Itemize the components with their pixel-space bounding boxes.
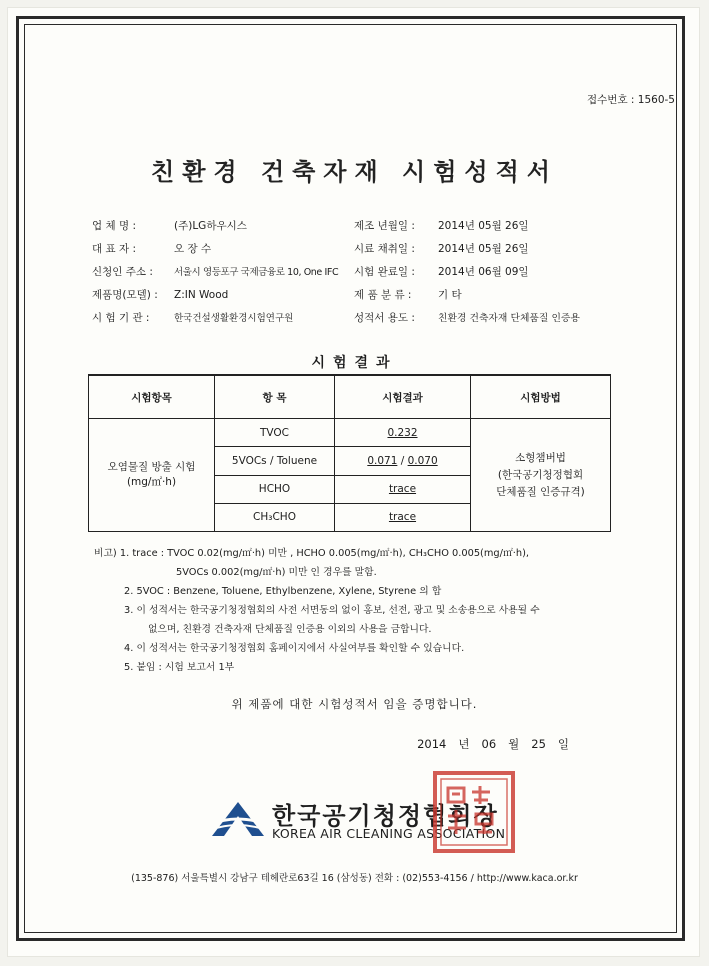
result-value: trace xyxy=(388,511,417,524)
date-month-unit: 월 xyxy=(508,737,520,751)
info-value: 오 장 수 xyxy=(174,243,212,255)
result-separator: / xyxy=(400,454,405,467)
note-line: 없으며, 친환경 건축자재 단체품질 인증용 이외의 사용을 금합니다. xyxy=(148,624,432,635)
note-line: 비고) 1. trace : TVOC 0.02(mg/㎡·h) 미만 , HCHO 0.005(mg/㎡·h), CH₃CHO 0.005(mg/㎡·h), xyxy=(94,548,530,559)
header-item: 항 목 xyxy=(215,375,335,419)
info-row xyxy=(92,287,228,302)
test-category-cell xyxy=(89,419,215,532)
official-seal-icon xyxy=(432,770,516,854)
receipt-number: 접수번호 : 1560-5 xyxy=(587,94,675,106)
method-line: (한국공기청정협회 xyxy=(497,468,584,481)
issue-date xyxy=(405,736,569,752)
result-cell xyxy=(335,447,471,475)
page-title: 친환경 건축자재 시험성적서 xyxy=(151,158,558,186)
note-line: 5VOCs 0.002(mg/㎡·h) 미만 인 경우를 말함. xyxy=(176,567,377,578)
info-row xyxy=(354,264,529,279)
result-value: 0.070 xyxy=(407,454,438,467)
header-method: 시험방법 xyxy=(471,375,611,419)
note-line: 3. 이 성적서는 한국공기청정협회의 사전 서면동의 없이 홍보, 선전, 광고 및 소송용으로 사용될 수 xyxy=(124,605,540,616)
note-line: 5. 붙임 : 시험 보고서 1부 xyxy=(124,662,235,673)
info-row xyxy=(92,241,211,256)
method-line: 소형챔버법 xyxy=(515,451,566,464)
info-value: 한국건설생활환경시험연구원 xyxy=(174,313,294,324)
info-label: 업 체 명 : xyxy=(92,220,136,232)
info-label: 대 표 자 : xyxy=(92,243,136,255)
date-day-unit: 일 xyxy=(557,737,569,751)
item-cell: CH₃CHO xyxy=(215,503,335,531)
org-name-english: KOREA AIR CLEANING ASSOCIATION xyxy=(272,826,506,841)
method-line: 단체품질 인증규격) xyxy=(496,485,585,498)
note-line: 2. 5VOC : Benzene, Toluene, Ethylbenzene, Xylene, Styrene 의 합 xyxy=(124,586,442,597)
info-row xyxy=(92,218,247,233)
info-label: 성적서 용도 : xyxy=(354,312,415,324)
result-cell xyxy=(335,419,471,447)
info-value: 친환경 건축자재 단체품질 인증용 xyxy=(438,313,580,324)
result-cell xyxy=(335,475,471,503)
date-year: 2014 xyxy=(417,737,447,751)
item-cell: TVOC xyxy=(215,419,335,447)
info-value: 2014년 05월 26일 xyxy=(438,220,529,232)
method-cell xyxy=(471,419,611,532)
item-cell: 5VOCs / Toluene xyxy=(215,447,335,475)
info-label: 제품명(모델) : xyxy=(92,289,158,301)
info-value: 기 타 xyxy=(438,289,462,301)
results-table xyxy=(88,374,611,532)
info-row xyxy=(354,287,462,302)
org-name-korean: 한국공기청정협회장 xyxy=(272,802,499,830)
footer-contact: (135-876) 서울특별시 강남구 테헤란로63길 16 (삼성동) 전화 : (02)553-4156 / http://www.kaca.or.kr xyxy=(131,873,578,884)
info-value: 2014년 05월 26일 xyxy=(438,243,529,255)
result-cell xyxy=(335,503,471,531)
info-value: (주)LG하우시스 xyxy=(174,220,247,232)
category-unit: (mg/㎡·h) xyxy=(126,476,177,488)
date-month: 06 xyxy=(481,737,497,751)
header-test-category: 시험항목 xyxy=(89,375,215,419)
kaca-logo-icon xyxy=(208,796,268,840)
info-row xyxy=(354,310,580,325)
info-label: 제 품 분 류 : xyxy=(354,289,412,301)
note-line: 4. 이 성적서는 한국공기청정협회 홈페이지에서 사실여부를 확인할 수 있습니다. xyxy=(124,643,465,654)
result-value: trace xyxy=(388,483,417,496)
info-label: 신청인 주소 : xyxy=(92,266,153,278)
date-day: 25 xyxy=(531,737,546,751)
result-value: 0.071 xyxy=(367,454,398,467)
info-value: 2014년 06월 09일 xyxy=(438,266,529,278)
header-result: 시험결과 xyxy=(335,375,471,419)
info-label: 시료 채취일 : xyxy=(354,243,415,255)
item-cell: HCHO xyxy=(215,475,335,503)
info-row xyxy=(354,218,529,233)
certification-statement: 위 제품에 대한 시험성적서 임을 증명합니다. xyxy=(231,697,478,711)
info-label: 제조 년월일 : xyxy=(354,220,415,232)
info-label: 시 험 기 관 : xyxy=(92,312,150,324)
category-name: 오염물질 방출 시험 xyxy=(107,461,196,473)
info-row xyxy=(92,310,293,325)
date-year-unit: 년 xyxy=(458,737,470,751)
result-value: 0.232 xyxy=(387,426,418,439)
info-row xyxy=(92,264,338,279)
info-label: 시험 완료일 : xyxy=(354,266,415,278)
results-title: 시험결과 xyxy=(311,355,398,371)
info-row xyxy=(354,241,529,256)
info-value: 서울시 영등포구 국제금융로 10, One IFC xyxy=(174,267,339,278)
info-value: Z:IN Wood xyxy=(174,289,229,301)
